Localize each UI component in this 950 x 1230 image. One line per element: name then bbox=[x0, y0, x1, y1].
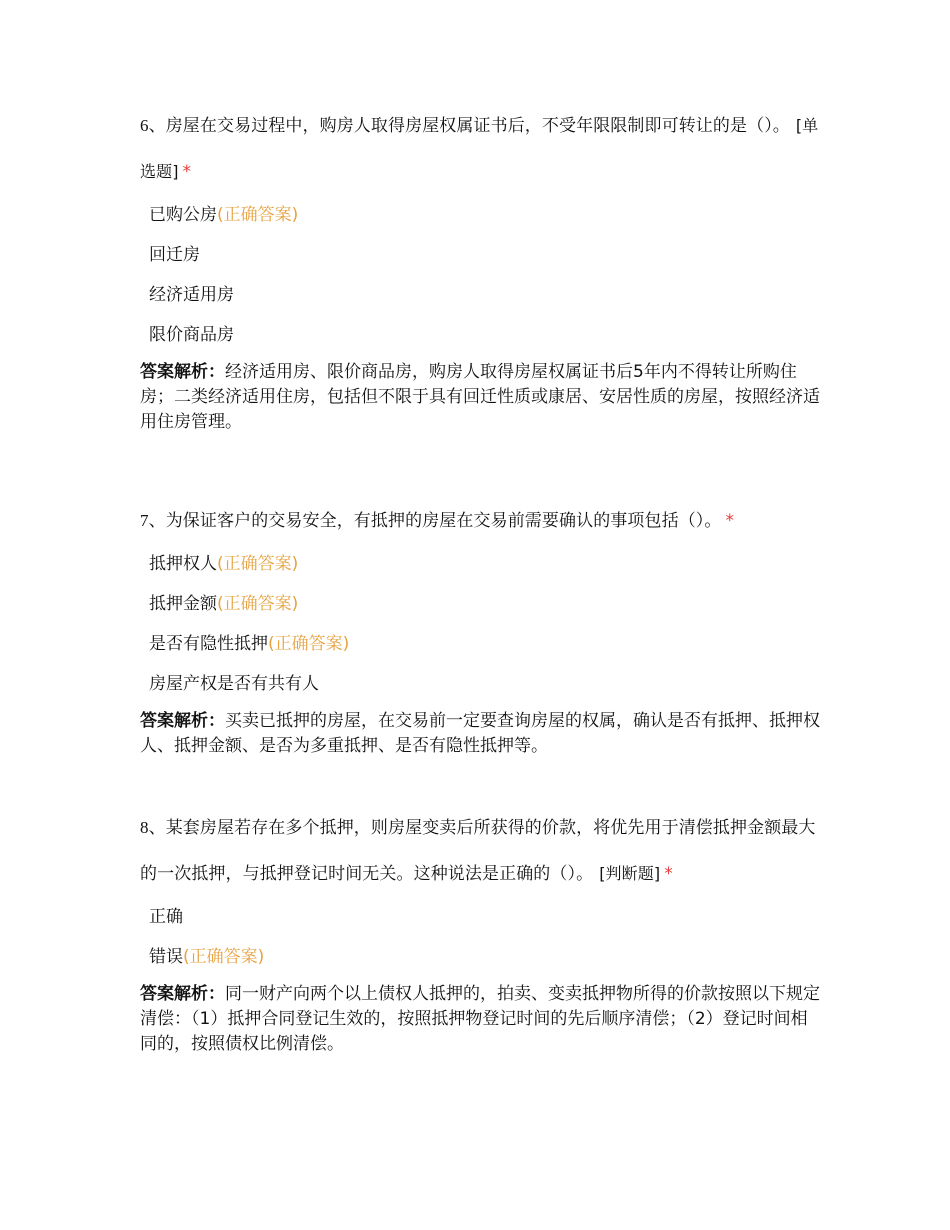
question-6 bbox=[140, 103, 820, 435]
option-label: 是否有隐性抵押 bbox=[149, 634, 268, 654]
option-label: 限价商品房 bbox=[149, 325, 234, 345]
question-number: 7 bbox=[140, 511, 149, 530]
question-title bbox=[140, 498, 820, 544]
analysis-label: 答案解析： bbox=[140, 984, 225, 1004]
option-label: 正确 bbox=[149, 907, 183, 927]
question-number: 8 bbox=[140, 818, 149, 837]
correct-answer-tag: (正确答案) bbox=[217, 554, 299, 574]
correct-answer-tag: (正确答案) bbox=[268, 634, 350, 654]
required-mark: * bbox=[182, 162, 192, 182]
question-text: 、房屋在交易过程中，购房人取得房屋权属证书后，不受年限限制即可转让的是（）。 bbox=[148, 116, 790, 136]
option-item[interactable] bbox=[140, 275, 820, 315]
option-list bbox=[140, 897, 820, 977]
option-label: 已购公房 bbox=[149, 205, 217, 225]
option-item[interactable] bbox=[140, 235, 820, 275]
option-list bbox=[140, 544, 820, 704]
option-item[interactable] bbox=[140, 544, 820, 584]
question-type: [单选题] bbox=[140, 116, 819, 181]
option-item[interactable] bbox=[140, 664, 820, 704]
option-label: 抵押金额 bbox=[149, 594, 217, 614]
analysis-text: 经济适用房、限价商品房，购房人取得房屋权属证书后5年内不得转让所购住房；二类经济适用住房，包括但不限于具有回迁性质或康居、安居性质的房屋，按照经济适用住房管理。 bbox=[140, 362, 820, 432]
question-8 bbox=[140, 805, 820, 1057]
answer-analysis bbox=[140, 709, 820, 759]
analysis-text: 同一财产向两个以上债权人抵押的，拍卖、变卖抵押物所得的价款按照以下规定清偿：（1）抵押合同登记生效的，按照抵押物登记时间的先后顺序清偿；（2）登记时间相同的，按照债权比例清偿。 bbox=[140, 984, 820, 1054]
question-7 bbox=[140, 498, 820, 759]
option-item[interactable] bbox=[140, 624, 820, 664]
question-text: 、某套房屋若存在多个抵押，则房屋变卖后所获得的价款，将优先用于清偿抵押金额最大的一次抵押，与抵押登记时间无关。这种说法是正确的（）。 bbox=[140, 818, 816, 884]
option-label: 房屋产权是否有共有人 bbox=[149, 674, 319, 694]
required-mark: * bbox=[664, 864, 673, 884]
analysis-label: 答案解析： bbox=[140, 362, 225, 382]
option-label: 错误 bbox=[149, 947, 183, 967]
question-number: 6 bbox=[140, 116, 149, 135]
correct-answer-tag: (正确答案) bbox=[217, 205, 299, 225]
correct-answer-tag: (正确答案) bbox=[217, 594, 299, 614]
answer-analysis bbox=[140, 360, 820, 435]
question-type: [判断题] bbox=[599, 864, 661, 883]
option-list bbox=[140, 195, 820, 355]
analysis-text: 买卖已抵押的房屋，在交易前一定要查询房屋的权属，确认是否有抵押、抵押权人、抵押金额、是否为多重抵押、是否有隐性抵押等。 bbox=[140, 711, 820, 756]
option-item[interactable] bbox=[140, 195, 820, 235]
analysis-label: 答案解析： bbox=[140, 711, 225, 731]
option-item[interactable] bbox=[140, 315, 820, 355]
option-item[interactable] bbox=[140, 584, 820, 624]
option-item[interactable] bbox=[140, 937, 820, 977]
question-text: 、为保证客户的交易安全，有抵押的房屋在交易前需要确认的事项包括（）。 bbox=[148, 511, 722, 531]
option-label: 经济适用房 bbox=[149, 285, 234, 305]
question-title bbox=[140, 805, 820, 897]
answer-analysis bbox=[140, 982, 820, 1057]
option-label: 抵押权人 bbox=[149, 554, 217, 574]
option-label: 回迁房 bbox=[149, 245, 200, 265]
required-mark: * bbox=[725, 511, 735, 531]
correct-answer-tag: (正确答案) bbox=[183, 947, 265, 967]
option-item[interactable] bbox=[140, 897, 820, 937]
question-title bbox=[140, 103, 820, 195]
